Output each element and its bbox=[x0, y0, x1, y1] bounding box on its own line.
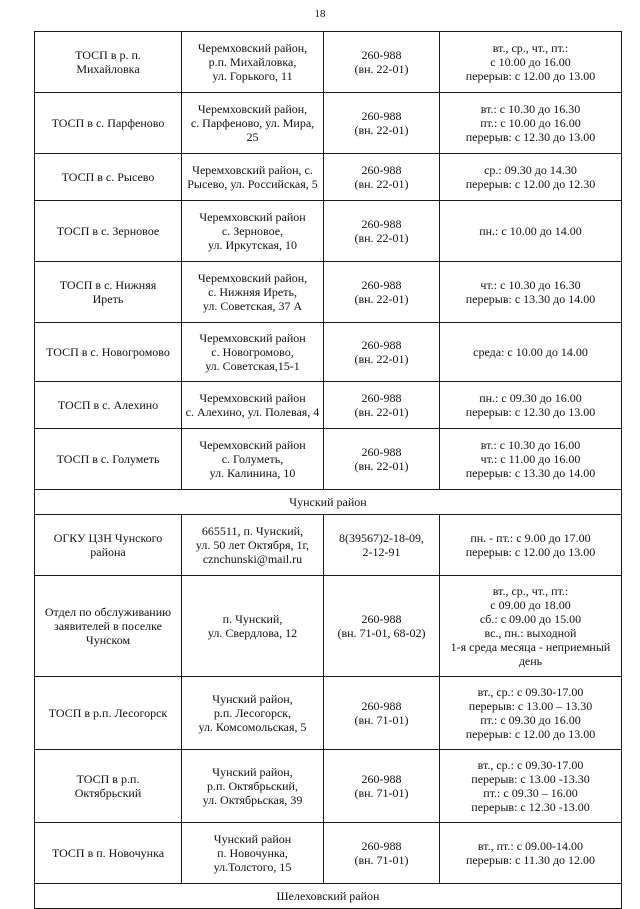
office-name-cell: ТОСП в с. Новогромово bbox=[35, 323, 182, 382]
phone-cell: 260-988 (вн. 22-01) bbox=[324, 32, 440, 93]
table-row bbox=[35, 576, 622, 677]
table-row bbox=[35, 154, 622, 201]
office-name-cell: ТОСП в р. п. Михайловка bbox=[35, 32, 182, 93]
hours-cell: вт., ср.: с 09.30-17.00 перерыв: с 13.00 -13.30 пт.: с 09.30 – 16.00 перерыв: с 12.30 -13.00 bbox=[440, 750, 622, 823]
address-cell: Черемховский район, р.п. Михайловка, ул. Горького, 11 bbox=[182, 32, 324, 93]
table-row bbox=[35, 323, 622, 382]
office-name-cell: ТОСП в с. Рысево bbox=[35, 154, 182, 201]
hours-cell: пн.: с 10.00 до 14.00 bbox=[440, 201, 622, 262]
phone-cell: 260-988 (вн. 22-01) bbox=[324, 201, 440, 262]
phone-cell: 260-988 (вн. 71-01) bbox=[324, 823, 440, 884]
address-cell: Черемховский район с. Зерновое, ул. Иркутская, 10 bbox=[182, 201, 324, 262]
table-row bbox=[35, 32, 622, 93]
address-cell: Черемховский район с. Голуметь, ул. Калинина, 10 bbox=[182, 429, 324, 490]
address-cell: Черемховский район с. Алехино, ул. Полевая, 4 bbox=[182, 382, 324, 429]
phone-cell: 260-988 (вн. 71-01, 68-02) bbox=[324, 576, 440, 677]
office-name-cell: ТОСП в с. Нижняя Иреть bbox=[35, 262, 182, 323]
table-row bbox=[35, 429, 622, 490]
address-cell: Чунский район п. Новочунка, ул.Толстого, 15 bbox=[182, 823, 324, 884]
address-cell: Черемховский район, с. Парфеново, ул. Мира, 25 bbox=[182, 93, 324, 154]
table-row bbox=[35, 262, 622, 323]
table-row bbox=[35, 823, 622, 884]
hours-cell: пн.: с 09.30 до 16.00 перерыв: с 12.30 до 13.00 bbox=[440, 382, 622, 429]
table-row bbox=[35, 677, 622, 750]
address-cell: Черемховский район, с. Рысево, ул. Российская, 5 bbox=[182, 154, 324, 201]
hours-cell: вт.: с 10.30 до 16.00 чт.: с 11.00 до 16.00 перерыв: с 13.30 до 14.00 bbox=[440, 429, 622, 490]
address-cell: 665511, п. Чунский, ул. 50 лет Октября, 1г, cznchunski@mail.ru bbox=[182, 515, 324, 576]
address-cell: п. Чунский, ул. Свердлова, 12 bbox=[182, 576, 324, 677]
phone-cell: 260-988 (вн. 22-01) bbox=[324, 93, 440, 154]
hours-cell: среда: с 10.00 до 14.00 bbox=[440, 323, 622, 382]
page-number: 18 bbox=[314, 8, 326, 20]
address-cell: Черемховский район, с. Нижняя Иреть, ул. Советская, 37 А bbox=[182, 262, 324, 323]
office-name-cell: ТОСП в р.п. Октябрьский bbox=[35, 750, 182, 823]
section-header-row bbox=[35, 490, 622, 515]
phone-cell: 260-988 (вн. 22-01) bbox=[324, 382, 440, 429]
phone-cell: 260-988 (вн. 22-01) bbox=[324, 323, 440, 382]
office-name-cell: ТОСП в с. Алехино bbox=[35, 382, 182, 429]
table-row bbox=[35, 201, 622, 262]
phone-cell: 260-988 (вн. 71-01) bbox=[324, 750, 440, 823]
office-name-cell: Отдел по обслуживанию заявителей в поселке Чунском bbox=[35, 576, 182, 677]
phone-cell: 260-988 (вн. 22-01) bbox=[324, 262, 440, 323]
address-cell: Чунский район, р.п. Октябрьский, ул. Октябрьская, 39 bbox=[182, 750, 324, 823]
hours-cell: вт., пт.: с 09.00-14.00 перерыв: с 11.30 до 12.00 bbox=[440, 823, 622, 884]
hours-cell: вт., ср., чт., пт.: с 10.00 до 16.00 перерыв: с 12.00 до 13.00 bbox=[440, 32, 622, 93]
address-cell: Черемховский район с. Новогромово, ул. Советская,15-1 bbox=[182, 323, 324, 382]
phone-cell: 260-988 (вн. 22-01) bbox=[324, 154, 440, 201]
hours-cell: пн. - пт.: с 9.00 до 17.00 перерыв: с 12.00 до 13.00 bbox=[440, 515, 622, 576]
office-name-cell: ОГКУ ЦЗН Чунского района bbox=[35, 515, 182, 576]
hours-cell: ср.: 09.30 до 14.30 перерыв: с 12.00 до 12.30 bbox=[440, 154, 622, 201]
office-name-cell: ТОСП в с. Зерновое bbox=[35, 201, 182, 262]
phone-cell: 260-988 (вн. 71-01) bbox=[324, 677, 440, 750]
table-row bbox=[35, 515, 622, 576]
address-cell: Чунский район, р.п. Лесогорск, ул. Комсомольская, 5 bbox=[182, 677, 324, 750]
table-row bbox=[35, 93, 622, 154]
phone-cell: 8(39567)2-18-09, 2-12-91 bbox=[324, 515, 440, 576]
office-name-cell: ТОСП в с. Голуметь bbox=[35, 429, 182, 490]
office-name-cell: ТОСП в п. Новочунка bbox=[35, 823, 182, 884]
section-title: Шелеховский район bbox=[35, 884, 622, 909]
hours-cell: чт.: с 10.30 до 16.30 перерыв: с 13.30 до 14.00 bbox=[440, 262, 622, 323]
offices-table bbox=[34, 31, 622, 909]
table-row bbox=[35, 382, 622, 429]
phone-cell: 260-988 (вн. 22-01) bbox=[324, 429, 440, 490]
hours-cell: вт., ср.: с 09.30-17.00 перерыв: с 13.00 – 13.30 пт.: с 09.30 до 16.00 перерыв: с 12.00 до 13.00 bbox=[440, 677, 622, 750]
table-row bbox=[35, 750, 622, 823]
hours-cell: вт., ср., чт., пт.: с 09.00 до 18.00 сб.: с 09.00 до 15.00 вс., пн.: выходной 1-я среда месяца - неприемный день bbox=[440, 576, 622, 677]
office-name-cell: ТОСП в р.п. Лесогорск bbox=[35, 677, 182, 750]
section-title: Чунский район bbox=[35, 490, 622, 515]
offices-table-body bbox=[35, 32, 622, 909]
hours-cell: вт.: с 10.30 до 16.30 пт.: с 10.00 до 16.00 перерыв: с 12.30 до 13.00 bbox=[440, 93, 622, 154]
office-name-cell: ТОСП в с. Парфеново bbox=[35, 93, 182, 154]
